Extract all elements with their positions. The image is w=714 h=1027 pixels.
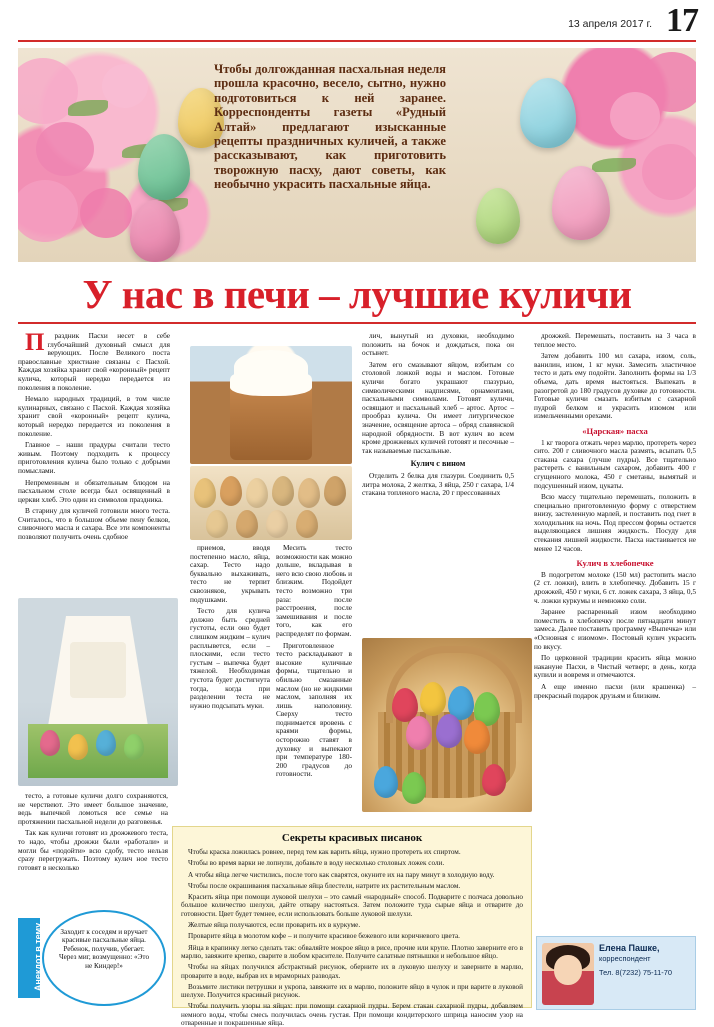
author-role: корреспондент (599, 954, 651, 963)
hero-photo (18, 48, 696, 262)
paragraph: тесто, а готовые куличи долго сохраняются, не черствеют. Это имеет большое значение, ведь выпечкой ломоться все семье на протяжении пасхальной недели до разговенья. (18, 791, 168, 826)
secrets-title: Секреты красивых писанок (281, 832, 423, 844)
subhead-kulich-wine: Кулич с вином (410, 459, 466, 469)
paragraph: Красить яйца при помощи луковой шелухи – это самый «народный» способ. Подварите с полчаса довольно большое количество шелухи, дайте отвару настояться. Затем положите туда сырые яйца и отварите до готовности. Цвет будет темнее, если использовать больше луковой шелухи. (181, 893, 523, 918)
paragraph: Яйца в крапинку легко сделать так: обваляйте мокрое яйцо в рисе, прочие или крупе. Плотно заверните его в марлю, завяжите крепко, сварите в любом красителе. Получите салатные пятнышки и небольшое яйцо. (181, 943, 523, 960)
paragraph: лич, вынутый из духовки, необходимо положить на бочок и дождаться, пока он остынет. (362, 331, 514, 358)
paragraph-text: раздник Пасхи несет в себе глубочайший духовный смысл для верующих. После Великого поста православные христиане связаны с Пасхой. Каждая хозяйка хранит свой «коронный» рецепт кулича, который нередко передается из поколения в поколение. (18, 331, 170, 392)
secrets-box (172, 826, 532, 1027)
paragraph: Заранее распаренный изюм необходимо поместить в хлебопечку после пятнадцати минут замеса. Далее поставить программу «Выпечка» или «Основная с изюмом». Постовый кулич украсить по вкусу. (534, 607, 696, 651)
anecdote-text: Заходит к соседям и вручает красивые пасхальные яйца. Ребенок, получив, убегает. Через миг, возмущенно: «Это не Киндер!» (42, 910, 166, 1006)
column-1 (18, 329, 170, 590)
paragraph: Чтобы краска ложилась ровнее, перед тем как варить яйца, нужно протереть их спиртом. (188, 848, 461, 856)
drop-cap: П (25, 329, 45, 356)
paragraph: Чтобы во время варки не лопнули, добавьте в воду несколько столовых ложек соли. (188, 859, 445, 868)
anecdote-box (18, 906, 168, 1010)
header-divider (18, 40, 696, 42)
page-title: У нас в печи – лучшие куличи (82, 271, 632, 317)
paragraph: приемов, вводя постепенно масло, яйца, сахар. Тесто надо буквально выхаживать, тесто не терпит сквозняков, укрывать подушками. (190, 543, 270, 604)
anecdote-tab-label: Анекдот в тему (33, 922, 43, 992)
paragraph: Главное – наши прадуры считали тесто живым. Поэтому подходить к процессу приготовления кулича было только с добрыми помыслами. (18, 440, 170, 475)
photo-easter-basket (362, 638, 532, 812)
photo-kulich (190, 346, 352, 464)
paragraph: дрожжей. Перемешать, поставить на 3 часа в теплое место. (534, 331, 696, 349)
paragraph: Так как куличи готовят из дрожжевого теста, то надо, чтобы дрожжи были «работали» и могли бы «подойти» всю сдобу, тесто нельзя сразу перегружать. Поэтому кулич ное тесто готовят в несколько (18, 828, 168, 872)
photo-decorated-eggs (190, 466, 352, 540)
paragraph: Всю массу тщательно перемешать, положить в специально приготовленную форму с отверстием внизу, застеленную марлей, и поставить под гнет в холодильник на ночь. Под прессом формы остается выделяющаяся лишняя жидкость. Посуду для стекания лишней жидкости. Пасха настаивается не менее 12 часов. (534, 492, 696, 553)
page-number: 17 (666, 2, 698, 39)
paragraph: Чтобы получить узоры на яйцах: при помощи сахарной пудры. Берем стакан сахарной пудры, добавляем немного воды, чтобы смесь получилась очень густая. При помощи кондитерского шприца наносим узор на отваренные и покрашенные яйца. (181, 1002, 523, 1027)
paragraph: Приготовленное тесто раскладывают в высокие куличные формы, тщательно и обильно смазанные маслом (но не жидкими маслом, заполняя их лишь наполовину. Сверху тесто поднимается вровень с краями формы, осторожно ставят в духовку и выпекают при температуре 180-200 градусов до готовности. (276, 640, 352, 779)
author-box (536, 936, 696, 1010)
paragraph: Затем добавить 100 мл сахара, изюм, соль, ванилин, изюм, 1 кг муки. Замесить эластичное тесто и дать ему подойти. Заполнить формы на 1/3 объема, дать время выстояться. Выпекать в разогретой до 180 градусов духовке до готовности. Готовые куличи смазать взбитым с сахарной пудрой белком и украсить изюмом или измельченными орехами. (534, 351, 696, 421)
author-name: Елена Пашке, (599, 943, 660, 953)
subhead-tsarskaya-pasha: «Царская» пасха (582, 425, 648, 436)
subhead-kulich-breadmaker: Кулич в хлебопечке (576, 558, 654, 569)
title-divider (18, 322, 696, 324)
paragraph: В старину для куличей готовили много теста. Считалось, что в большом объеме пену белков, сливочного масла и сахара. Все эти компоненты позволяют получить очень сдобное (18, 506, 170, 542)
paragraph: В подогретом молоке (150 мл) растопить масло (2 ст. ложки), влить в хлебопечку. Добавить 15 г дрожжей, 450 г муки, 6 ст. ложек сахара, 3 яйца, 0,5 ч. ложки куркумы и немножко соли. (534, 569, 696, 605)
paragraph (18, 329, 170, 392)
author-phone: Тел. 8(7232) 75-11-70 (599, 968, 672, 977)
paragraph: А чтобы яйца легче чистились, после того как сварятся, окуните их на пару минут в холодную воду. (188, 870, 495, 879)
paragraph: Немало народных традиций, в том числе кулинарных, связано с Пасхой. Каждая хозяйка хранит свой «коронный» рецепт кулича, который нередко передается из поколения в поколение. (18, 394, 170, 438)
column-4 (534, 332, 696, 932)
paragraph: Отделить 2 белка для глазури. Соединить 0,5 литра молока, 2 желтка, 3 яйца, 250 г сахара, 1/4 стакана топленого масла, 20 г прессованных (362, 470, 514, 498)
paragraph: По церковной традиции красить яйца можно накануне Пасхи, в Чистый четверг, в день, когда купили и вовремя и отмечаются. (534, 653, 696, 680)
paragraph: Проварите яйца в молотом кофе – и получите красивое бежевого или коричневого цвета. (188, 932, 460, 941)
paragraph: А еще именно пасхи (или крашенка) – прекрасный подарок друзьям и близким. (534, 681, 696, 700)
paragraph: Затем его смазывают яйцом, взбитым со столовой ложкой воды и маслом. Готовые куличи богато украшают глазурью, символическими надписями, орнаментами, пасхальными символами. Готовят куличи, освящают и пасхальный хлеб – артос. Артос – прообраз кулича. Он имеет литургическое значение, освящение артоса – обряд славянской народной обрядности. В вот кулич во всем кроме дрожжевых куличей готовят и песочные – так называемые пасхальные. (362, 359, 514, 455)
paragraph: Чтобы на яйцах получился абстрактный рисунок, оберните их в луковую шелуху и заверните в марлю, проварите в воде, выбрав их в мраморных разводах. (181, 963, 523, 980)
masthead (0, 0, 714, 44)
issue-date: 13 апреля 2017 г. (568, 18, 652, 30)
paragraph: Непременным и обязательным блюдом на пасхальном столе всегда был освященный в церкви хлеб. Это один из символов праздника. (18, 477, 170, 504)
paragraph: Желтые яйца получаются, если проварить их в куркуме. (188, 921, 361, 930)
paragraph: Возьмите листики петрушки и укропа, завяжите их в марлю, положите яйцо в чулок и при варите в луковой шелухе. Получится красивый рисунок. (181, 982, 523, 1000)
paragraph: Чтобы после окрашивания пасхальные яйца блестели, натрите их растительным маслом. (188, 881, 461, 890)
paragraph: Тесто для кулича должно быть средней густоты, если оно будет слишком жидким – кулич расплывется, если – плоскими, если тесто густым – выпечка будет тяжелой. Необходимая густота будет достигнута тогда, когда при разделении теста не нужно подсыпать муки. (190, 606, 270, 710)
hero-lead-text: Чтобы долгожданная пасхальная неделя прошла красочно, весело, сытно, нужно подготовиться к ней заранее. Корреспонденты газеты «Рудный Алтай» предлагают изысканные рецепты праздничных куличей, а также рассказывают, как приготовить творожную пасху, дают советы, как необычно украсить пасхальные яйца. (214, 62, 446, 192)
column-3 (362, 332, 514, 632)
photo-tvorozhnaya-pasha (18, 598, 178, 786)
anecdote-tab (18, 918, 43, 998)
paragraph: 1 кг творога отжать через марлю, протереть через сито. 200 г сливочного масла размять, всыпать 0,5 стакана сахара (лучше пудры). Все тщательно растереть с ванильным сахаром, добавить 400 г сгущенного молока, 450 г сметаны, вымятый и подсушенный изюм, цукаты. (534, 437, 696, 490)
avatar-face (554, 955, 582, 985)
paragraph: Месить тесто возможности как можно дольше, вкладывая в него всю свою любовь и близким. Подойдет тесто возможно три раза: после расстроения, после замешивания и после того, как его распределят по формам. (276, 543, 352, 638)
column-2b (276, 544, 352, 794)
column-1b (18, 792, 168, 902)
column-2 (190, 544, 270, 794)
avatar (542, 943, 594, 1005)
